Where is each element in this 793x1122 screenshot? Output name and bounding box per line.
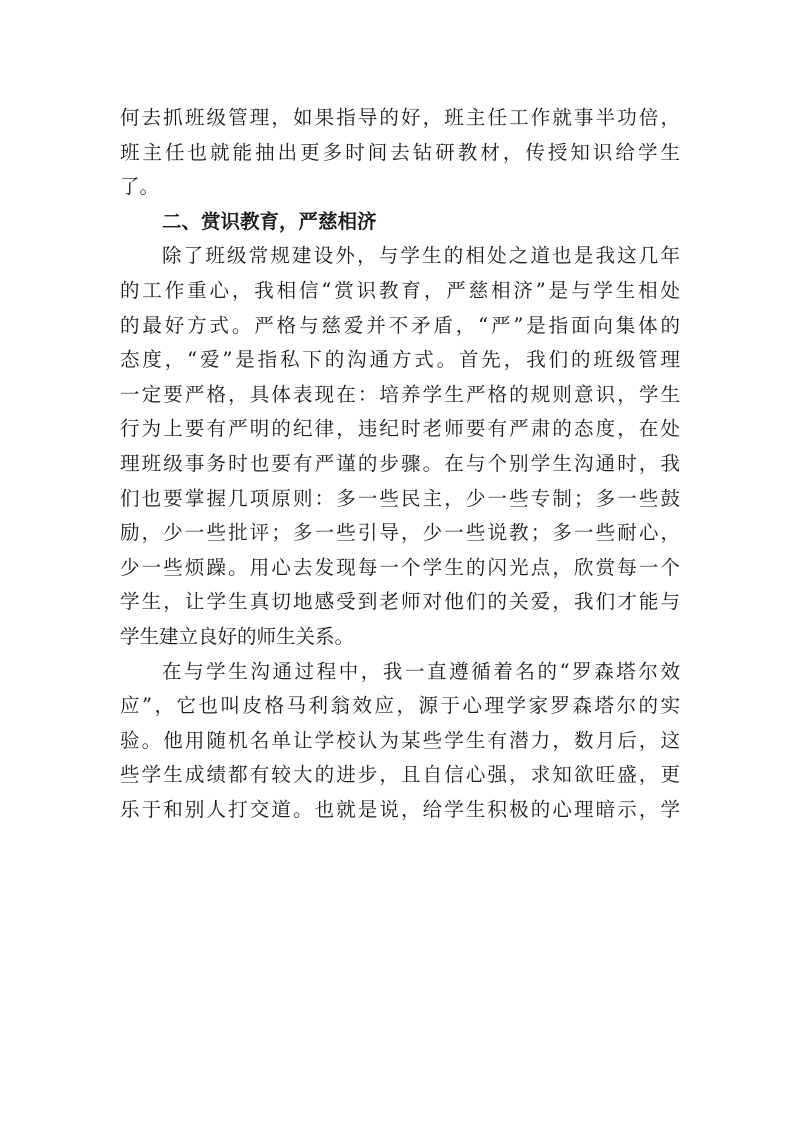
text-line: 一定要严格，具体表现在：培养学生严格的规则意识，学生 [120, 382, 680, 406]
text-line: 励，少一些批评；多一些引导，少一些说教；多一些耐心， [120, 521, 680, 545]
text-line: 态度，“爱”是指私下的沟通方式。首先，我们的班级管理 [120, 348, 680, 372]
intro-paragraph [120, 101, 680, 205]
paragraph-2 [120, 655, 680, 828]
text-line: 除了班级常规建设外，与学生的相处之道也是我这几年 [162, 244, 680, 268]
text-line: 乐于和别人打交道。也就是说，给学生积极的心理暗示，学 [120, 797, 680, 821]
text-line: 的工作重心，我相信“赏识教育，严慈相济”是与学生相处 [120, 278, 680, 302]
text-line: 学生建立良好的师生关系。 [120, 624, 355, 648]
section-heading: 二、赏识教育，严慈相济 [162, 209, 377, 233]
text-line: 学生，让学生真切地感受到老师对他们的关爱，我们才能与 [120, 590, 680, 614]
text-line: 在与学生沟通过程中，我一直遵循着名的“罗森塔尔效 [162, 659, 680, 683]
text-line: 验。他用随机名单让学校认为某些学生有潜力，数月后，这 [120, 728, 680, 752]
text-line: 少一些烦躁。用心去发现每一个学生的闪光点，欣赏每一个 [120, 555, 680, 579]
paragraph-1 [120, 239, 680, 654]
text-line: 的最好方式。严格与慈爱并不矛盾，“严”是指面向集体的 [120, 313, 680, 337]
text-line: 些学生成绩都有较大的进步，且自信心强，求知欲旺盛，更 [120, 763, 680, 787]
document-page [120, 101, 680, 827]
text-line: 应”，它也叫皮格马利翁效应，源于心理学家罗森塔尔的实 [120, 694, 680, 718]
text-line: 何去抓班级管理，如果指导的好，班主任工作就事半功倍， [120, 106, 680, 129]
text-line: 了。 [120, 175, 160, 199]
text-line: 行为上要有严明的纪律，违纪时老师要有严肃的态度，在处 [120, 417, 680, 441]
text-line: 班主任也就能抽出更多时间去钻研教材，传授知识给学生 [120, 140, 680, 164]
text-line: 理班级事务时也要有严谨的步骤。在与个别学生沟通时，我 [120, 451, 680, 475]
text-line: 们也要掌握几项原则：多一些民主，少一些专制；多一些鼓 [120, 486, 680, 510]
